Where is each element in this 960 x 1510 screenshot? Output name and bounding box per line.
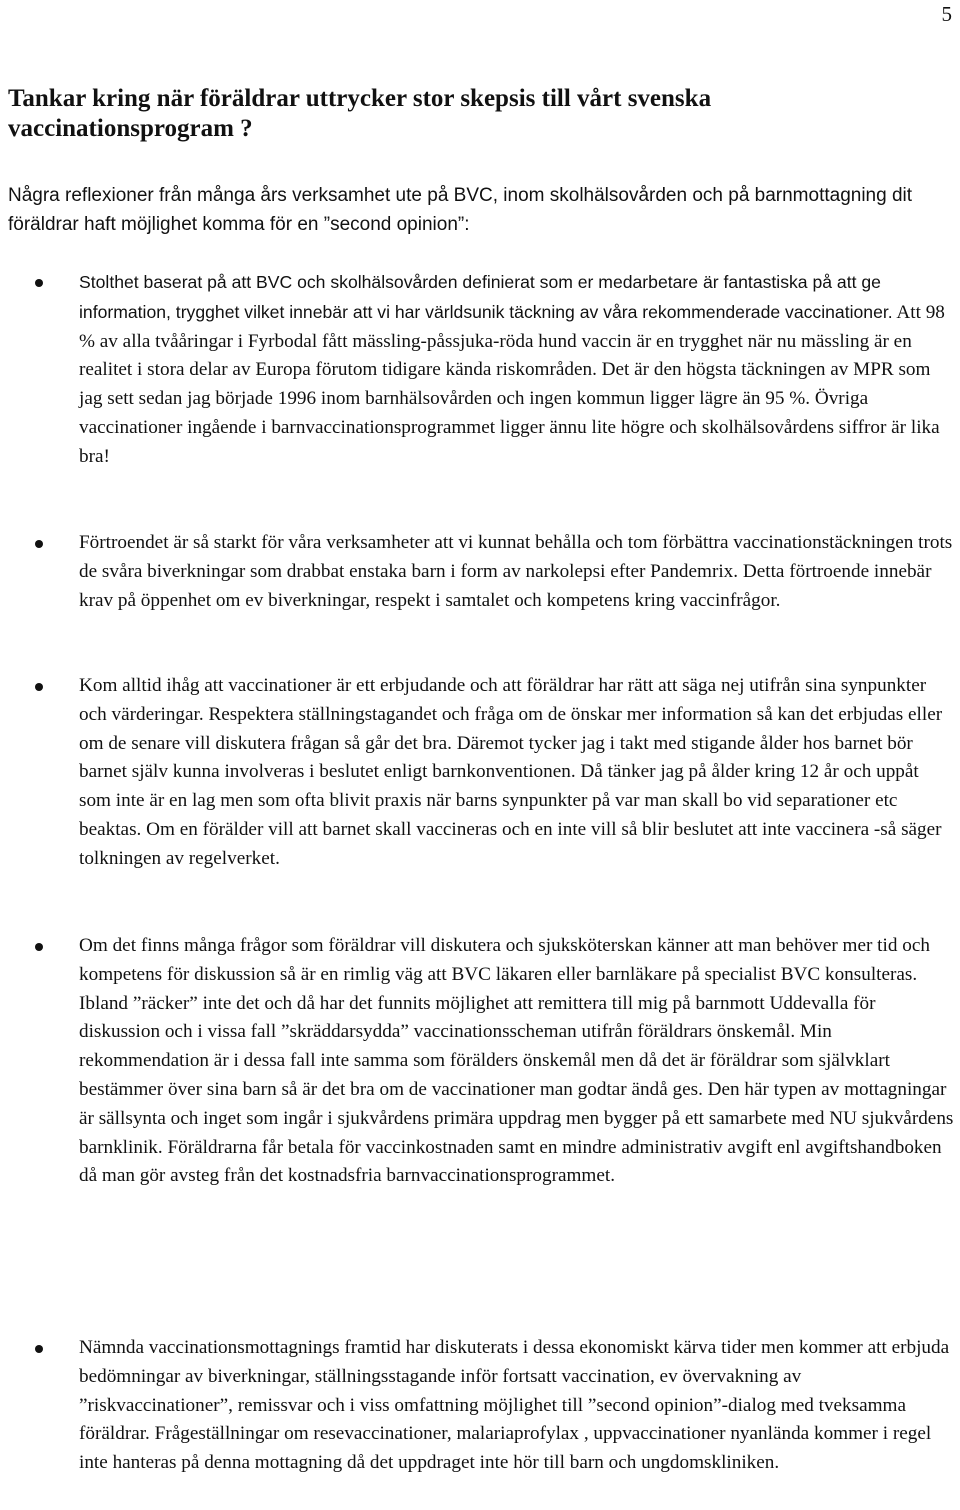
bullet-item — [79, 529, 955, 615]
bullet-item — [79, 1334, 955, 1478]
bullet-icon — [35, 1345, 43, 1353]
bullet-icon — [35, 683, 43, 691]
bullet-item-text: Om det finns många frågor som föräldrar vill diskutera och sjuksköterskan känner att man behöver mer tid och kompetens för diskussion så är en rimlig väg att BVC läkaren eller barnläkare på specialist BVC konsulteras. Ibland ”räcker” inte det och då har det funnits möjlighet att remittera till mig på barnmott Uddevalla för diskussion och i vissa fall ”skräddarsydda” vaccinationsscheman utifrån föräldrars önskemål. Min rekommendation är i dessa fall inte samma som förälders önskemål men då det är föräldrar som självklart bestämmer över sina barn så är det bra om de vaccinationer man godtar ändå ges. Den här typen av mottagningar är sällsynta och inget som ingår i sjukvårdens primära uppdrag men bygger på ett samarbete med NU sjukvårdens barnklinik. Föräldrarna får betala för vaccinkostnaden samt en mindre administrativ avgift enl avgiftshandboken då man gör avsteg från det kostnadsfria barnvaccinationsprogrammet. — [79, 935, 954, 1187]
page-number: 5 — [941, 2, 952, 26]
bullet-item-text: Nämnda vaccinationsmottagnings framtid har diskuterats i dessa ekonomiskt kärva tider men kommer att erbjuda bedömningar av biverkningar, ställningsstagande inför fortsatt vaccination, ev övervakning av ”riskvaccinationer”, remissvar och i viss omfattning möjlighet till ”second opinion”-dialog med tveksamma föräldrar. Frågeställningar om resevaccinationer, malariaprofylax , uppvaccinationer nyanlända kommer i regel inte hanteras på denna mottagning då det uppdraget inte hör till barn och ungdomskliniken. — [79, 1337, 950, 1474]
bullet-icon — [35, 279, 43, 287]
bullet-item-text: Kom alltid ihåg att vaccinationer är ett erbjudande och att föräldrar har rätt att säga nej utifrån sina synpunkter och värderingar. Respektera ställningstagandet och fråga om de önskar mer information så kan det erbjudas eller om de senare vill diskutera frågan så går det bra. Däremot tycker jag i takt med stigande ålder hos barnet bör barnet själv kunna involveras i beslutet enligt barnkonventionen. Då tänker jag på ålder kring 12 år och uppåt som inte är en lag men som ofta blivit praxis när barns synpunkter på var man skall bo vid separationer etc beaktas. Om en förälder vill att barnet skall vaccineras och en inte vill så blir beslutet att inte vaccinera -så säger tolkningen av regelverket. — [79, 675, 943, 869]
document-title: Tankar kring när föräldrar uttrycker stor skepsis till vårt svenska vaccinationsprogram ? — [8, 85, 712, 142]
intro-paragraph: Några reflexioner från många års verksamhet ute på BVC, inom skolhälsovården och på barnmottagning dit föräldrar haft möjlighet komma för en ”second opinion”: — [8, 185, 913, 235]
bullet-item — [79, 268, 955, 472]
bullet-item-text: Att 98 % av alla tvååringar i Fyrbodal fått mässling-påssjuka-röda hund vaccin är en trygghet när nu mässling är en realitet i stora delar av Europa förutom tidigare kända riskområden. Det är den högsta täckningen av MPR som jag sett sedan jag började 1996 inom barnhälsovården och ingen kommun ligger lägre än 95 %. Övriga vaccinationer ingående i barnvaccinationsprogrammet ligger ännu lite högre och skolhälsovårdens siffror är lika bra! — [79, 301, 945, 467]
bullet-item — [79, 932, 955, 1191]
bullet-icon — [35, 540, 43, 548]
bullet-item-text: Förtroendet är så starkt för våra verksamheter att vi kunnat behålla och tom förbättra vaccinationstäckningen trots de svåra biverkningar som drabbat enstaka barn i form av narkolepsi efter Pandemrix. Detta förtroende innebär krav på öppenhet om ev biverkningar, respekt i samtalet och kompetens kring vaccinfrågor. — [79, 532, 953, 611]
bullet-item — [79, 672, 955, 874]
bullet-item-sans-text: Stolthet baserat på att BVC och skolhälsovården definierat som er medarbetare är fantastiska på att ge information, trygghet vilket innebär att vi har världsunik täckning av våra rekommenderade vaccinationer. — [79, 272, 893, 322]
bullet-icon — [35, 943, 43, 951]
